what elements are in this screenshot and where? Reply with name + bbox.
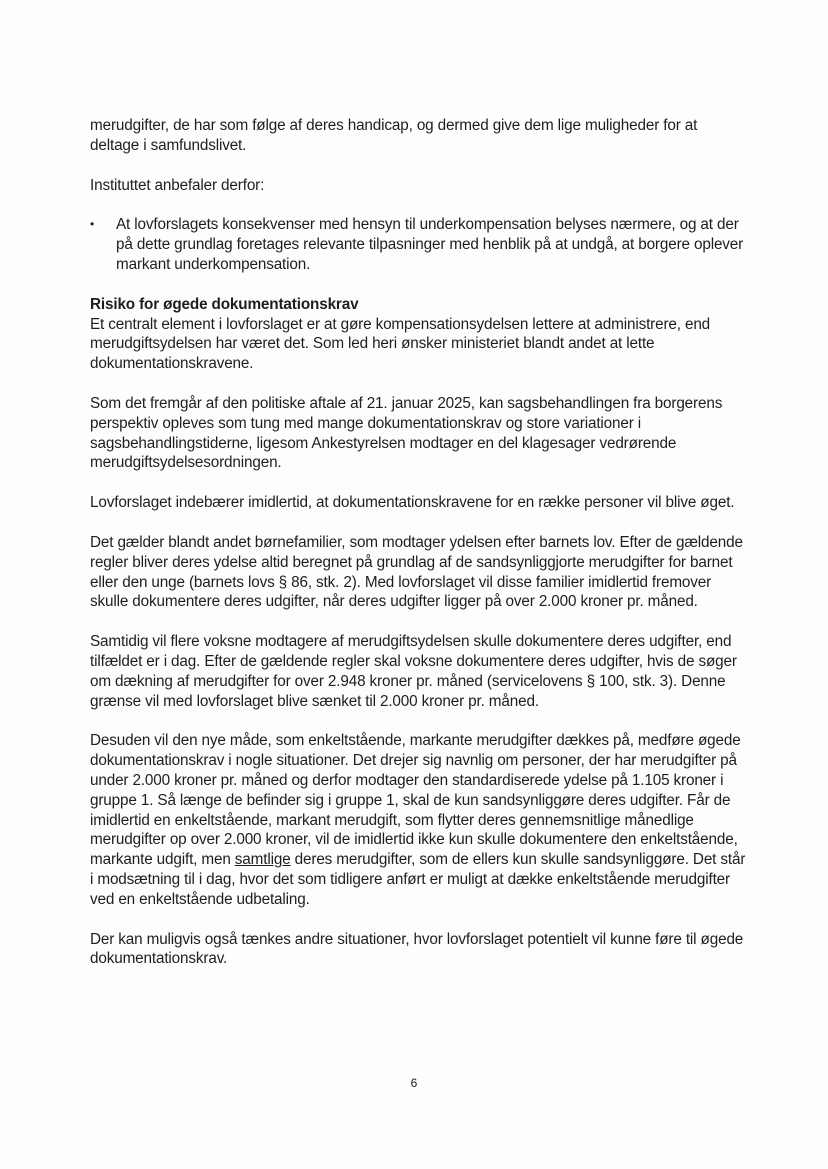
paragraph-with-underline: [90, 731, 750, 909]
paragraph: Som det fremgår af den politiske aftale af 21. januar 2025, kan sagsbehandlingen fra borgerens perspektiv opleves som tung med mange dokumentationskrav og store variationer i sagsbehandlingstiderne, ligesom Ankestyrelsen modtager en del klagesager vedrørende merudgiftsydelsesordningen.: [90, 394, 723, 472]
bullet-icon: •: [90, 217, 95, 232]
paragraph: Et centralt element i lovforslaget er at gøre kompensationsydelsen lettere at administrere, end merudgiftsydelsen har været det. Som led heri ønsker ministeriet blandt andet at lette dokumentationskravene.: [90, 315, 711, 373]
recommendation-lead: Instituttet anbefaler derfor:: [90, 176, 265, 194]
closing-paragraph: Der kan muligvis også tænkes andre situationer, hvor lovforslaget potentielt vil kunne føre til øgede dokumentationskrav.: [90, 930, 744, 968]
paragraph: Samtidig vil flere voksne modtagere af merudgiftsydelsen skulle dokumentere deres udgifter, end tilfældet er i dag. Efter de gældende regler skal voksne dokumentere deres udgifter, hvis de søger om dækning af merudgifter for over 2.948 kroner pr. måned (servicelovens § 100, stk. 3). Denne grænse vil med lovforslaget blive sænket til 2.000 kroner pr. måned.: [90, 633, 737, 710]
recommendation-list: [90, 215, 750, 274]
list-item-text: At lovforslagets konsekvenser med hensyn til underkompensation belyses nærmere, og at der på dette grundlag foretages relevante tilpasninger med henblik på at undgå, at borgere oplever markant underkompensation.: [116, 216, 744, 273]
paragraph: Lovforslaget indebærer imidlertid, at dokumentationskravene for en række personer vil blive øget.: [90, 494, 735, 512]
paragraph-text-after: deres merudgifter, som de ellers kun skulle sandsynliggøre. Det står i modsætning til i dag, hvor det som tidligere anført er muligt at dække enkeltstående merudgifter ved en enkeltstående udbetaling.: [90, 851, 746, 908]
document-body: [90, 116, 750, 989]
intro-paragraph: merudgifter, de har som følge af deres handicap, og dermed give dem lige muligheder for at deltage i samfundslivet.: [90, 117, 698, 154]
paragraph-text-before: Desuden vil den nye måde, som enkeltstående, markante merudgifter dækkes på, medføre øgede dokumentationskrav i nogle situationer. Det drejer sig navnlig om personer, der har merudgifter på under 2.000 kroner pr. måned og derfor modtager den standardiserede ydelse på 1.105 kroner i gruppe 1. Så længe de befinder sig i gruppe 1, skal de kun sandsynliggøre deres udgifter. Får de imidlertid en enkeltstående, markant merudgift, som flytter deres gennemsnitlige månedlige merudgifter op over 2.000 kroner, vil de imidlertid ikke kun skulle dokumentere den enkeltstående, markante udgift, men: [90, 732, 741, 869]
list-item: [90, 215, 750, 274]
underlined-word: samtlige: [234, 851, 291, 869]
paragraph: Det gælder blandt andet børnefamilier, som modtager ydelsen efter barnets lov. Efter de gældende regler bliver deres ydelse altid beregnet på grundlag af de sandsynliggjorte merudgifter for barnet eller den unge (barnets lovs § 86, stk. 2). Med lovforslaget vil disse familier imidlertid fremover skulle dokumentere deres udgifter, når deres udgifter ligger på over 2.000 kroner pr. måned.: [90, 533, 743, 611]
section-heading: Risiko for øgede dokumentationskrav: [90, 295, 359, 313]
page-number: 6: [410, 1076, 418, 1090]
